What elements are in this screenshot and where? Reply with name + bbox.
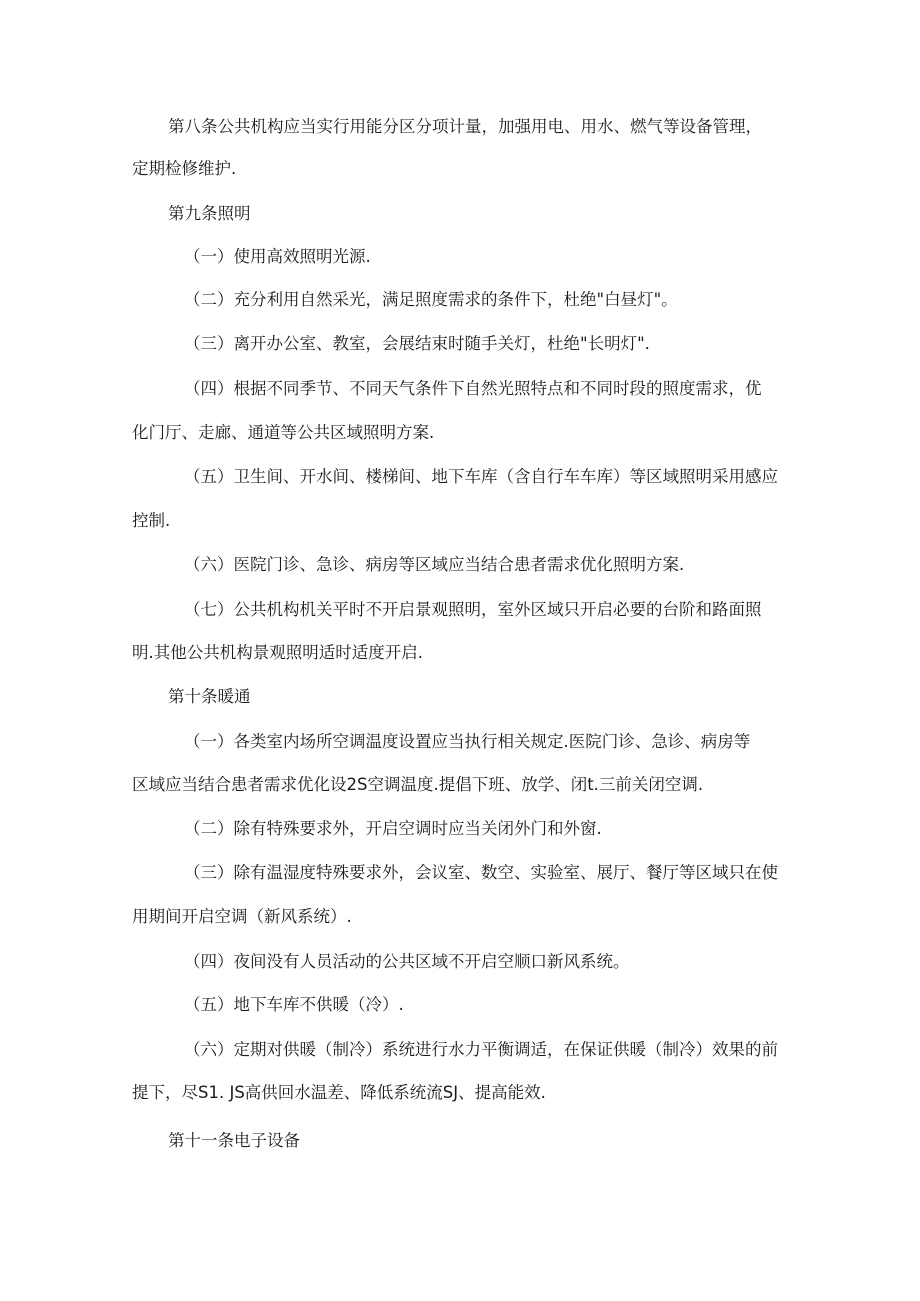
article-9-item-6: （六）医院门诊、急诊、病房等区域应当结合患者需求优化照明方案. <box>184 555 685 574</box>
article-9-item-4-line-2: 化门厅、走廊、通道等公共区域照明方案. <box>132 423 435 442</box>
article-9-item-7-line-1: （七）公共机构机关平时不开启景观照明，室外区域只开启必要的台阶和路面照 <box>184 600 762 619</box>
article-9-item-4-line-1: （四）根据不同季节、不同天气条件下自然光照特点和不同时段的照度需求，优 <box>184 379 762 398</box>
article-10-item-1-line-2: 区域应当结合患者需求优化设2S空调温度.提倡下班、放学、闭t.三前关闭空调. <box>132 775 704 794</box>
article-8-line-2: 定期检修维护. <box>132 159 237 178</box>
article-10-heading: 第十条暖通 <box>168 687 251 706</box>
article-10-item-6-line-1: （六）定期对供暖（制冷）系统进行水力平衡调适，在保证供暖（制冷）效果的前 <box>184 1040 778 1059</box>
article-9-item-3: （三）离开办公室、教室，会展结束时随手关灯，杜绝"长明灯"． <box>184 334 662 353</box>
article-9-item-2: （二）充分利用自然采光，满足照度需求的条件下，杜绝"白昼灯"。 <box>184 290 678 309</box>
article-9-heading: 第九条照明 <box>168 204 251 223</box>
article-10-item-6-line-2: 提下，尽S1. JS高供回水温差、降低系统流SJ、提高能效. <box>132 1083 546 1102</box>
article-9-item-7-line-2: 明.其他公共机构景观照明适时适度开启. <box>132 643 423 662</box>
article-10-item-4: （四）夜间没有人员活动的公共区域不开启空顺口新风系统。 <box>184 952 630 971</box>
article-10-item-2: （二）除有特殊要求外，开启空调时应当关闭外门和外窗. <box>184 819 602 838</box>
article-10-item-3-line-2: 用期间开启空调（新风系统）. <box>132 907 352 926</box>
article-11-heading: 第十一条电子设备 <box>168 1131 300 1150</box>
article-10-item-1-line-1: （一）各类室内场所空调温度设置应当执行相关规定.医院门诊、急诊、病房等 <box>184 732 751 751</box>
article-9-item-5-line-2: 控制. <box>132 511 171 530</box>
article-8-line-1: 第八条公共机构应当实行用能分区分项计量，加强用电、用水、燃气等设备管理， <box>168 117 762 136</box>
article-10-item-3-line-1: （三）除有温湿度特殊要求外，会议室、数空、实验室、展厅、餐厅等区域只在使 <box>184 863 778 882</box>
article-9-item-1: （一）使用高效照明光源. <box>184 247 371 266</box>
article-9-item-5-line-1: （五）卫生间、开水间、楼梯间、地下车库（含自行车车库）等区域照明采用感应 <box>184 467 778 486</box>
article-10-item-5: （五）地下车库不供暖（冷）. <box>184 995 404 1014</box>
